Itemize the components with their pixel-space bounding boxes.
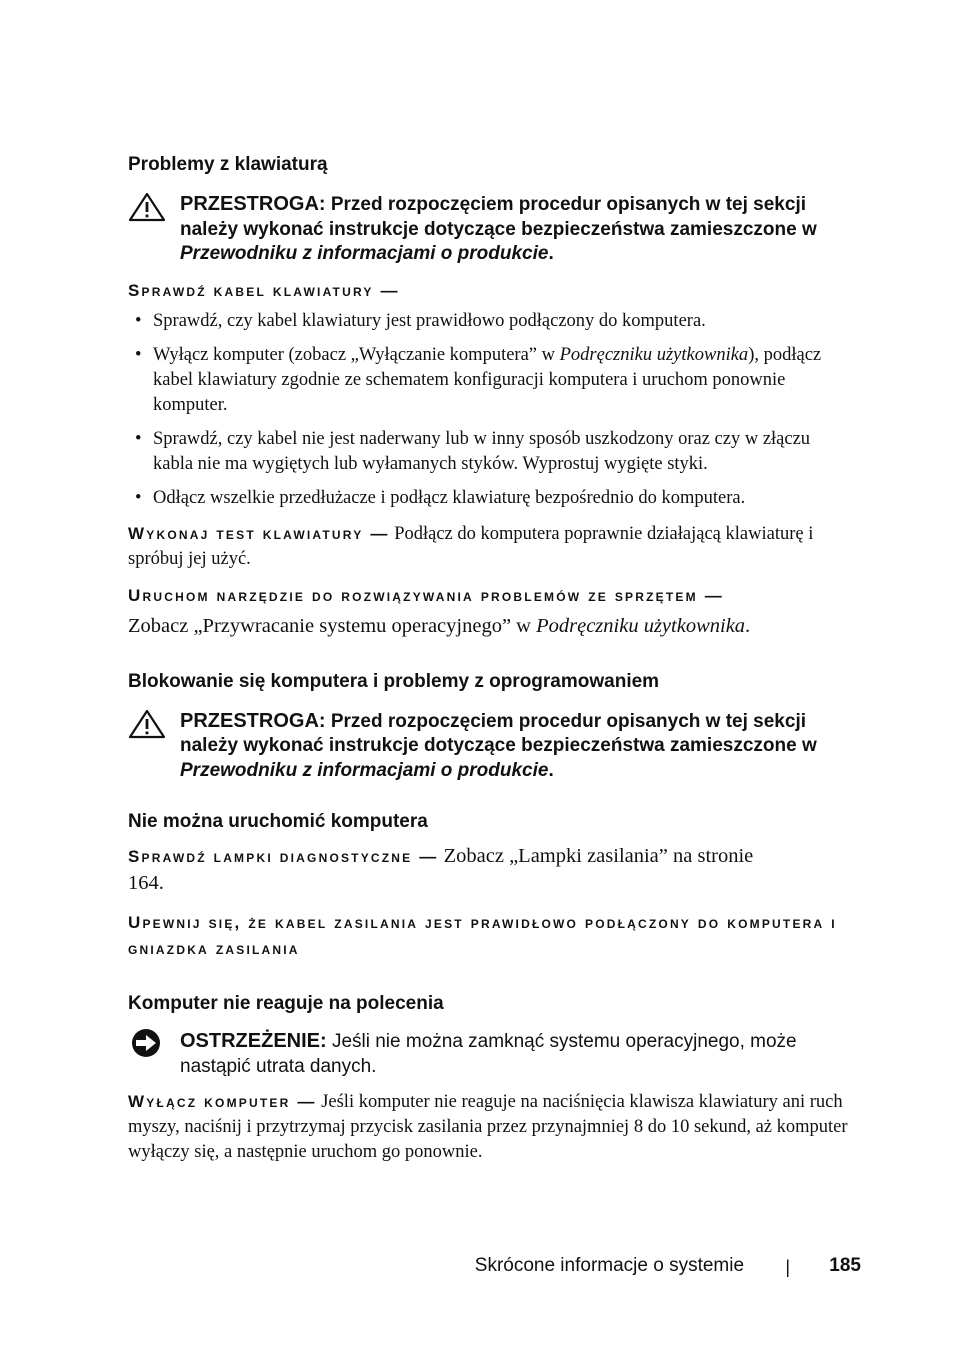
subhead-check-power-label: Upewnij się, że kabel zasilania jest prawidłowo podłączony do komputera i gniazdka zasilania	[128, 913, 837, 958]
subhead-turn-off: Wyłącz komputer —	[128, 1092, 317, 1111]
subhead-check-cable	[128, 281, 854, 301]
subhead-test-keyboard: Wykonaj test klawiatury —	[128, 523, 390, 543]
check-lights-paragraph	[128, 843, 768, 897]
warning-triangle-icon	[128, 192, 166, 222]
hardware-tool-end: .	[745, 614, 751, 637]
check-lights-text: Zobacz „Lampki zasilania” na stronie 164.	[128, 845, 754, 894]
subhead-hardware-tool	[128, 584, 854, 609]
list-item-text: Odłącz wszelkie przedłużacze i podłącz klawiaturę bezpośrednio do komputera.	[153, 487, 746, 508]
caution-label: PRZESTROGA:	[180, 193, 326, 215]
list-item	[128, 309, 854, 334]
test-keyboard-paragraph	[128, 521, 854, 572]
warning-triangle-icon	[128, 709, 166, 739]
subhead-check-lights: Sprawdź lampki diagnostyczne —	[128, 847, 439, 866]
caution-text: Przed rozpoczęciem procedur opisanych w tej sekcji należy wykonać instrukcje dotyczące bezpieczeństwa zamieszczone w	[180, 710, 817, 756]
list-item-text: Sprawdź, czy kabel nie jest naderwany lub w inny sposób uszkodzony oraz czy w złączu kabla nie ma wygiętych lub wyłamanych styków. Wyprostuj wygięte styki.	[153, 428, 811, 474]
caution-italic: Przewodniku z informacjami o produkcie	[180, 759, 549, 781]
caution-end: .	[548, 759, 554, 781]
page-content	[128, 152, 854, 1165]
hardware-tool-paragraph	[128, 613, 854, 640]
list-item-text: Sprawdź, czy kabel klawiatury jest prawidłowo podłączony do komputera.	[153, 310, 706, 331]
section-title-cannot-start: Nie można uruchomić komputera	[128, 811, 428, 832]
subhead-hardware-tool-label: Uruchom narzędzie do rozwiązywania problemów ze sprzętem —	[128, 585, 724, 605]
notice-arrow-icon	[128, 1028, 166, 1058]
footer-separator: |	[785, 1257, 791, 1277]
section-title-keyboard: Problemy z klawiaturą	[128, 154, 328, 175]
notice-data-loss	[128, 1029, 854, 1079]
subhead-check-cable-label: Sprawdź kabel klawiatury —	[128, 280, 400, 300]
turn-off-paragraph	[128, 1089, 854, 1165]
caution-italic: Przewodniku z informacjami o produkcie	[180, 243, 549, 264]
bullet-icon: •	[135, 487, 142, 508]
test-keyboard-text: Podłącz do komputera poprawnie działającą klawiaturę i spróbuj jej użyć.	[128, 523, 814, 569]
bullet-icon: •	[135, 344, 142, 365]
caution-end: .	[548, 243, 554, 264]
hardware-tool-italic: Podręczniku użytkownika	[536, 614, 746, 637]
cable-check-list	[128, 309, 854, 511]
list-item-italic: Podręczniku użytkownika	[559, 344, 749, 365]
bullet-icon: •	[135, 310, 142, 331]
list-item	[128, 343, 854, 418]
subhead-check-power	[128, 910, 854, 962]
bullet-icon: •	[135, 428, 142, 449]
list-item-text: Wyłącz komputer (zobacz „Wyłączanie komputera” w	[153, 344, 560, 365]
notice-text: Jeśli nie można zamknąć systemu operacyjnego, może nastąpić utrata danych.	[180, 1031, 797, 1077]
footer-title: Skrócone informacje o systemie	[474, 1255, 745, 1276]
page-number: 185	[829, 1255, 861, 1276]
notice-label: OSTRZEŻENIE:	[180, 1030, 327, 1052]
list-item	[128, 486, 854, 511]
list-item-after: ), podłącz kabel klawiatury zgodnie ze schematem konfiguracji komputera i uruchom ponownie komputer.	[153, 344, 822, 415]
turn-off-text: Jeśli komputer nie reaguje na naciśnięcia klawisza klawiatury ani ruch myszy, naciśnij i przytrzymaj przycisk zasilania przez przynajmniej 8 do 10 sekund, aż komputer wyłączy się, a następnie uruchom go ponownie.	[128, 1092, 848, 1162]
page-footer	[0, 1255, 861, 1277]
hardware-tool-text: Zobacz „Przywracanie systemu operacyjnego” w	[128, 614, 537, 637]
section-title-not-responding: Komputer nie reaguje na polecenia	[128, 993, 444, 1014]
caution-text: Przed rozpoczęciem procedur opisanych w tej sekcji należy wykonać instrukcje dotyczące bezpieczeństwa zamieszczone w	[180, 194, 817, 240]
section-title-lockups: Blokowanie się komputera i problemy z oprogramowaniem	[128, 670, 660, 692]
caution-notice-keyboard	[128, 192, 854, 267]
caution-notice-lockups	[128, 709, 854, 784]
caution-label: PRZESTROGA:	[180, 709, 326, 732]
list-item	[128, 427, 854, 477]
